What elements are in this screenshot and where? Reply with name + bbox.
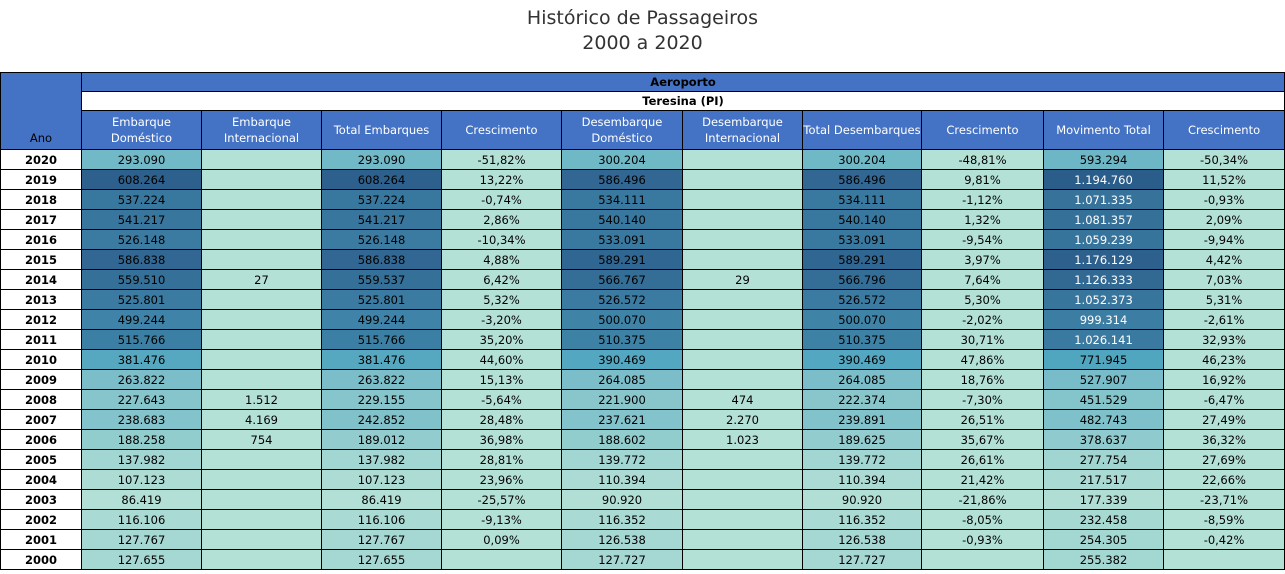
table-cell: -2,61% [1164, 310, 1285, 330]
column-header: Crescimento [1164, 111, 1285, 150]
table-cell: -9,13% [442, 510, 562, 530]
year-cell: 2017 [1, 210, 82, 230]
table-cell: -25,57% [442, 490, 562, 510]
table-cell [202, 150, 322, 170]
table-cell: 537.224 [82, 190, 202, 210]
year-cell: 2002 [1, 510, 82, 530]
table-row [1, 190, 1285, 210]
column-header: Total Desembarques [803, 111, 922, 150]
table-cell: -6,47% [1164, 390, 1285, 410]
table-cell: 474 [683, 390, 803, 410]
table-cell: 534.111 [803, 190, 922, 210]
table-cell [202, 170, 322, 190]
table-row [1, 230, 1285, 250]
table-cell: 13,22% [442, 170, 562, 190]
table-cell [202, 250, 322, 270]
table-cell: 525.801 [82, 290, 202, 310]
table-cell: 300.204 [562, 150, 683, 170]
table-cell: 381.476 [82, 350, 202, 370]
table-cell: 1.071.335 [1044, 190, 1164, 210]
table-cell: 137.982 [82, 450, 202, 470]
table-cell: 127.655 [82, 550, 202, 570]
table-cell [683, 150, 803, 170]
table-cell: 1.081.357 [1044, 210, 1164, 230]
table-cell: 238.683 [82, 410, 202, 430]
year-cell: 2005 [1, 450, 82, 470]
table-cell: 589.291 [803, 250, 922, 270]
table-cell: -5,64% [442, 390, 562, 410]
table-cell: 30,71% [922, 330, 1044, 350]
table-cell: 15,13% [442, 370, 562, 390]
table-cell: 35,20% [442, 330, 562, 350]
table-cell [202, 370, 322, 390]
column-header: Embarque Doméstico [82, 111, 202, 150]
table-cell: 28,81% [442, 450, 562, 470]
table-cell: -8,59% [1164, 510, 1285, 530]
table-cell: 540.140 [562, 210, 683, 230]
table-cell: 5,30% [922, 290, 1044, 310]
table-cell: 541.217 [82, 210, 202, 230]
table-cell [683, 210, 803, 230]
table-cell: -50,34% [1164, 150, 1285, 170]
table-row [1, 550, 1285, 570]
table-cell: -23,71% [1164, 490, 1285, 510]
table-cell: 1.194.760 [1044, 170, 1164, 190]
table-cell: 221.900 [562, 390, 683, 410]
table-row [1, 170, 1285, 190]
table-cell [442, 550, 562, 570]
table-cell: 771.945 [1044, 350, 1164, 370]
table-cell: 86.419 [82, 490, 202, 510]
table-cell: 32,93% [1164, 330, 1285, 350]
table-cell: 237.621 [562, 410, 683, 430]
column-header: Movimento Total [1044, 111, 1164, 150]
table-row [1, 310, 1285, 330]
table-cell: 116.352 [803, 510, 922, 530]
table-cell: 500.070 [562, 310, 683, 330]
table-cell [683, 170, 803, 190]
table-cell: 515.766 [322, 330, 442, 350]
year-cell: 2011 [1, 330, 82, 350]
table-cell: 559.510 [82, 270, 202, 290]
table-cell: 264.085 [562, 370, 683, 390]
table-cell: 526.148 [82, 230, 202, 250]
table-cell: -7,30% [922, 390, 1044, 410]
table-cell: 2,86% [442, 210, 562, 230]
table-cell: 116.106 [322, 510, 442, 530]
year-cell: 2015 [1, 250, 82, 270]
table-cell: 608.264 [82, 170, 202, 190]
table-cell: 510.375 [562, 330, 683, 350]
column-header: Total Embarques [322, 111, 442, 150]
table-cell [202, 350, 322, 370]
table-cell: 586.496 [803, 170, 922, 190]
year-cell: 2004 [1, 470, 82, 490]
table-cell [683, 330, 803, 350]
table-cell: 242.852 [322, 410, 442, 430]
table-cell: 139.772 [803, 450, 922, 470]
table-cell [202, 510, 322, 530]
passenger-history-table [0, 72, 1285, 570]
table-cell: 1.026.141 [1044, 330, 1164, 350]
year-cell: 2008 [1, 390, 82, 410]
table-cell: 47,86% [922, 350, 1044, 370]
table-cell: 390.469 [562, 350, 683, 370]
year-cell: 2012 [1, 310, 82, 330]
table-cell [202, 290, 322, 310]
table-cell: -0,93% [922, 530, 1044, 550]
table-cell: 90.920 [562, 490, 683, 510]
table-cell: 566.796 [803, 270, 922, 290]
table-cell [1164, 550, 1285, 570]
table-cell: 189.625 [803, 430, 922, 450]
table-cell: 264.085 [803, 370, 922, 390]
year-cell: 2020 [1, 150, 82, 170]
table-cell [202, 190, 322, 210]
column-header: Crescimento [442, 111, 562, 150]
table-row [1, 250, 1285, 270]
table-row [1, 450, 1285, 470]
table-cell: 5,31% [1164, 290, 1285, 310]
table-cell: 116.106 [82, 510, 202, 530]
table-cell: 188.258 [82, 430, 202, 450]
table-cell: 29 [683, 270, 803, 290]
chart-title [0, 6, 1285, 56]
table-cell: 7,03% [1164, 270, 1285, 290]
table-cell: 110.394 [803, 470, 922, 490]
table-row [1, 510, 1285, 530]
table-cell: 608.264 [322, 170, 442, 190]
table-cell [202, 530, 322, 550]
table-cell: 116.352 [562, 510, 683, 530]
year-cell: 2018 [1, 190, 82, 210]
table-cell: -8,05% [922, 510, 1044, 530]
table-cell: 44,60% [442, 350, 562, 370]
table-cell: 255.382 [1044, 550, 1164, 570]
table-cell [683, 350, 803, 370]
table-cell: 1.512 [202, 390, 322, 410]
table-cell: 227.643 [82, 390, 202, 410]
table-cell: -9,54% [922, 230, 1044, 250]
year-cell: 2001 [1, 530, 82, 550]
table-cell: 232.458 [1044, 510, 1164, 530]
table-cell: 3,97% [922, 250, 1044, 270]
table-cell: 9,81% [922, 170, 1044, 190]
table-cell: -9,94% [1164, 230, 1285, 250]
table-cell [202, 310, 322, 330]
table-cell [202, 330, 322, 350]
year-cell: 2019 [1, 170, 82, 190]
table-cell: 4,42% [1164, 250, 1285, 270]
table-cell: 515.766 [82, 330, 202, 350]
table-cell: 499.244 [322, 310, 442, 330]
table-cell: 1.023 [683, 430, 803, 450]
table-cell: 7,64% [922, 270, 1044, 290]
header-ano: Ano [1, 73, 82, 150]
table-row [1, 370, 1285, 390]
table-cell: 526.572 [803, 290, 922, 310]
table-cell [683, 530, 803, 550]
table-cell: 586.838 [322, 250, 442, 270]
year-cell: 2000 [1, 550, 82, 570]
table-cell: 534.111 [562, 190, 683, 210]
year-cell: 2013 [1, 290, 82, 310]
table-cell: -10,34% [442, 230, 562, 250]
table-cell: 21,42% [922, 470, 1044, 490]
table-cell: 4,88% [442, 250, 562, 270]
table-cell: 254.305 [1044, 530, 1164, 550]
table-cell: 2.270 [683, 410, 803, 430]
table-cell: 754 [202, 430, 322, 450]
table-row [1, 410, 1285, 430]
table-cell: 36,32% [1164, 430, 1285, 450]
table-row [1, 530, 1285, 550]
table-cell: 36,98% [442, 430, 562, 450]
table-cell: 300.204 [803, 150, 922, 170]
table-cell: -2,02% [922, 310, 1044, 330]
table-cell: 566.767 [562, 270, 683, 290]
table-row [1, 390, 1285, 410]
table-cell: 1,32% [922, 210, 1044, 230]
table-cell: -3,20% [442, 310, 562, 330]
table-cell: 46,23% [1164, 350, 1285, 370]
table-cell: 126.538 [803, 530, 922, 550]
table-cell: 26,61% [922, 450, 1044, 470]
table-cell: 499.244 [82, 310, 202, 330]
table-row [1, 430, 1285, 450]
table-cell: 177.339 [1044, 490, 1164, 510]
table-cell [202, 550, 322, 570]
table-cell: 139.772 [562, 450, 683, 470]
table-cell: 127.767 [82, 530, 202, 550]
table-row [1, 270, 1285, 290]
table-cell: 107.123 [82, 470, 202, 490]
table-cell: 6,42% [442, 270, 562, 290]
column-header: Desembarque Internacional [683, 111, 803, 150]
table-cell: 451.529 [1044, 390, 1164, 410]
table-cell: 999.314 [1044, 310, 1164, 330]
table-cell: -48,81% [922, 150, 1044, 170]
table-cell: 482.743 [1044, 410, 1164, 430]
table-cell: 23,96% [442, 470, 562, 490]
table-cell: 586.838 [82, 250, 202, 270]
table-cell [683, 230, 803, 250]
table-row [1, 330, 1285, 350]
table-cell: 127.767 [322, 530, 442, 550]
table-cell [202, 230, 322, 250]
table-cell: -1,12% [922, 190, 1044, 210]
table-cell: 188.602 [562, 430, 683, 450]
column-header: Desembarque Doméstico [562, 111, 683, 150]
table-cell [683, 190, 803, 210]
table-cell [922, 550, 1044, 570]
table-row [1, 470, 1285, 490]
table-cell: 18,76% [922, 370, 1044, 390]
table-cell: 27 [202, 270, 322, 290]
title-line-2: 2000 a 2020 [582, 32, 703, 54]
table-cell [683, 250, 803, 270]
table-row [1, 490, 1285, 510]
table-cell: 86.419 [322, 490, 442, 510]
table-cell: 378.637 [1044, 430, 1164, 450]
table-cell [683, 310, 803, 330]
table-cell: 189.012 [322, 430, 442, 450]
table-cell: 589.291 [562, 250, 683, 270]
table-cell: 239.891 [803, 410, 922, 430]
table-cell: 27,69% [1164, 450, 1285, 470]
year-cell: 2016 [1, 230, 82, 250]
table-cell [202, 210, 322, 230]
table-cell: 510.375 [803, 330, 922, 350]
table-cell: 263.822 [322, 370, 442, 390]
header-airport-group: Aeroporto [82, 73, 1285, 92]
table-cell: 217.517 [1044, 470, 1164, 490]
table-cell [683, 470, 803, 490]
table-cell: 526.148 [322, 230, 442, 250]
year-cell: 2010 [1, 350, 82, 370]
table-cell: 127.727 [562, 550, 683, 570]
table-cell: 127.727 [803, 550, 922, 570]
table-cell: 27,49% [1164, 410, 1285, 430]
table-cell [683, 370, 803, 390]
table-cell: 4.169 [202, 410, 322, 430]
table-cell: 5,32% [442, 290, 562, 310]
header-airport-name: Teresina (PI) [82, 92, 1285, 111]
table-cell: -0,93% [1164, 190, 1285, 210]
table-row [1, 290, 1285, 310]
table-cell: 559.537 [322, 270, 442, 290]
column-header: Embarque Internacional [202, 111, 322, 150]
table-cell: 277.754 [1044, 450, 1164, 470]
table-cell [683, 450, 803, 470]
table-cell: 390.469 [803, 350, 922, 370]
table-cell [683, 510, 803, 530]
table-cell: 90.920 [803, 490, 922, 510]
year-cell: 2009 [1, 370, 82, 390]
table-cell: 293.090 [82, 150, 202, 170]
table-cell: 1.059.239 [1044, 230, 1164, 250]
table-cell: 26,51% [922, 410, 1044, 430]
table-cell: 126.538 [562, 530, 683, 550]
table-cell: 137.982 [322, 450, 442, 470]
table-cell: 526.572 [562, 290, 683, 310]
table-cell: 22,66% [1164, 470, 1285, 490]
table-cell: 586.496 [562, 170, 683, 190]
table-cell: -21,86% [922, 490, 1044, 510]
table-cell: 16,92% [1164, 370, 1285, 390]
table-cell: 527.907 [1044, 370, 1164, 390]
title-line-1: Histórico de Passageiros [526, 7, 759, 29]
table-cell: 110.394 [562, 470, 683, 490]
table-cell [683, 290, 803, 310]
table-cell [202, 470, 322, 490]
table-cell: 1.052.373 [1044, 290, 1164, 310]
table-cell: -51,82% [442, 150, 562, 170]
column-header: Crescimento [922, 111, 1044, 150]
table-cell: -0,42% [1164, 530, 1285, 550]
table-cell: 263.822 [82, 370, 202, 390]
table-cell: 35,67% [922, 430, 1044, 450]
table-row [1, 150, 1285, 170]
table-row [1, 210, 1285, 230]
table-cell: 1.176.129 [1044, 250, 1164, 270]
year-cell: 2006 [1, 430, 82, 450]
table-cell: 593.294 [1044, 150, 1164, 170]
table-row [1, 350, 1285, 370]
table-cell: 525.801 [322, 290, 442, 310]
table-cell: 1.126.333 [1044, 270, 1164, 290]
table-cell: 2,09% [1164, 210, 1285, 230]
table-cell: 500.070 [803, 310, 922, 330]
table-cell: 28,48% [442, 410, 562, 430]
table-cell [683, 550, 803, 570]
year-cell: 2007 [1, 410, 82, 430]
table-cell: 540.140 [803, 210, 922, 230]
table-cell: -0,74% [442, 190, 562, 210]
table-cell [202, 490, 322, 510]
table-cell [683, 490, 803, 510]
table-cell [202, 450, 322, 470]
table-cell: 533.091 [803, 230, 922, 250]
table-cell: 229.155 [322, 390, 442, 410]
table-cell: 381.476 [322, 350, 442, 370]
table-cell: 541.217 [322, 210, 442, 230]
table-cell: 11,52% [1164, 170, 1285, 190]
table-cell: 0,09% [442, 530, 562, 550]
year-cell: 2003 [1, 490, 82, 510]
table-cell: 537.224 [322, 190, 442, 210]
table-cell: 222.374 [803, 390, 922, 410]
table-cell: 107.123 [322, 470, 442, 490]
table-cell: 293.090 [322, 150, 442, 170]
table-cell: 533.091 [562, 230, 683, 250]
year-cell: 2014 [1, 270, 82, 290]
table-cell: 127.655 [322, 550, 442, 570]
